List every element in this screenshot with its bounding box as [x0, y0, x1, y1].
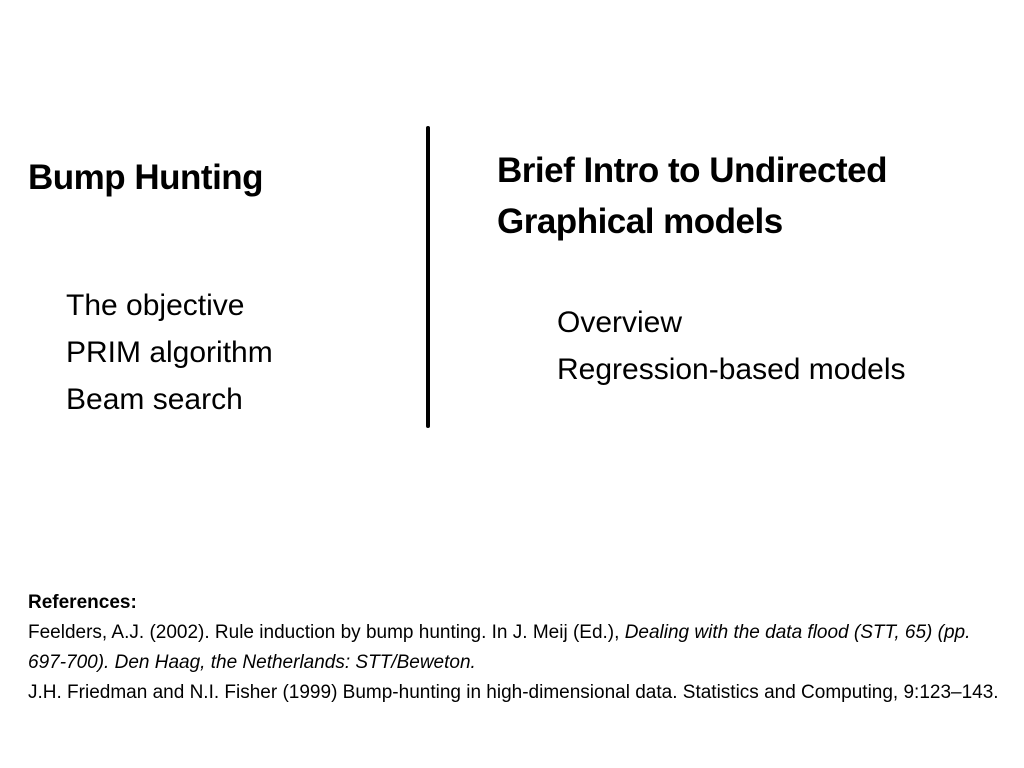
reference-friedman-fisher: J.H. Friedman and N.I. Fisher (1999) Bump-hunting in high-dimensional data. Statistics and Computing, 9:123–143. [28, 682, 999, 703]
reference-feelders-source: Dealing with the data flood (STT, 65) (pp. 697-700). Den Haag, the Netherlands: STT/Beweton. [28, 622, 971, 673]
topic-overview: Overview [557, 306, 683, 339]
reference-feelders [28, 618, 1003, 678]
topic-regression-based-models: Regression-based models [557, 353, 906, 386]
references-heading: References: [28, 592, 137, 613]
bump-hunting-title: Bump Hunting [28, 158, 264, 197]
vertical-divider [426, 126, 430, 428]
graphical-models-title: Brief Intro to Undirected Graphical models [497, 151, 888, 241]
reference-feelders-text: Feelders, A.J. (2002). Rule induction by bump hunting. In J. Meij (Ed.), [28, 622, 625, 643]
references-block [28, 588, 1003, 708]
topic-objective: The objective [66, 289, 245, 322]
topic-beam-search: Beam search [66, 383, 243, 416]
topic-prim-algorithm: PRIM algorithm [66, 336, 273, 369]
graphical-models-topics [557, 299, 906, 393]
bump-hunting-topics [66, 282, 273, 423]
